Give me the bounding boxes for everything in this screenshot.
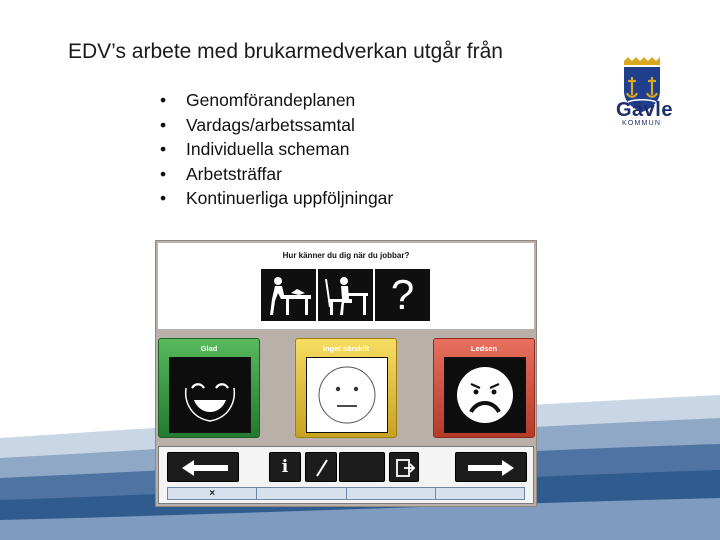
bullet-text: Arbetsträffar: [186, 163, 282, 184]
choice-label: Inget särskilt: [322, 344, 370, 353]
choice-label: Ledsen: [470, 344, 498, 353]
forward-button[interactable]: [455, 452, 527, 482]
bullet-text: Vardags/arbetssamtal: [186, 114, 355, 135]
toolbar-segment[interactable]: [347, 488, 436, 499]
app-toolbar: [158, 446, 534, 504]
choice-glad-button[interactable]: [158, 338, 260, 438]
question-mark-icon: [375, 269, 430, 321]
pen-button[interactable]: [305, 452, 337, 482]
bullet-item: [160, 113, 393, 138]
bullet-icon: •: [160, 139, 167, 159]
arrow-left-icon: [168, 453, 240, 483]
neutral-face-icon: [306, 357, 388, 433]
logo-subtitle: KOMMUN: [622, 120, 662, 127]
slide-title: EDV’s arbete med brukarmedverkan utgår från: [68, 40, 503, 63]
bullet-icon: •: [160, 90, 167, 110]
question-panel: [158, 243, 534, 329]
bullet-icon: •: [160, 163, 167, 184]
bullet-text: Individuella scheman: [186, 139, 350, 159]
mood-app-screenshot: [155, 240, 537, 507]
choice-sad-button[interactable]: [433, 338, 535, 438]
toolbar-segment[interactable]: [257, 488, 346, 499]
choice-neutral-button[interactable]: [295, 338, 397, 438]
bullet-icon: •: [160, 188, 167, 208]
sad-face-icon: [444, 357, 526, 433]
question-mark: ?: [390, 271, 415, 318]
bullet-item: [160, 162, 393, 187]
arrow-right-icon: [456, 453, 528, 483]
exit-button[interactable]: [389, 452, 419, 482]
bullet-icon: •: [160, 114, 167, 135]
bullet-item: [160, 137, 393, 162]
person-at-desk-icon: [318, 269, 373, 321]
question-text: Hur känner du dig när du jobbar?: [282, 251, 410, 260]
toolbar-segment[interactable]: [436, 488, 524, 499]
close-button[interactable]: [168, 488, 257, 499]
toolbar-bottom-bar: [167, 487, 525, 500]
blank-button[interactable]: [339, 452, 385, 482]
logo-name: Gävle: [616, 99, 673, 121]
close-icon: ×: [209, 488, 216, 499]
info-icon: i: [281, 457, 289, 477]
bullet-list: [160, 88, 393, 211]
back-button[interactable]: [167, 452, 239, 482]
exit-icon: [390, 453, 420, 483]
person-at-workbench-icon: [261, 269, 316, 321]
bullet-text: Genomförandeplanen: [186, 90, 356, 110]
bullet-text: Kontinuerliga uppföljningar: [186, 188, 394, 208]
bullet-item: [160, 88, 393, 113]
info-button[interactable]: [269, 452, 301, 482]
choice-label: Glad: [200, 344, 218, 353]
bullet-item: [160, 186, 393, 211]
pen-icon: [306, 453, 338, 483]
happy-face-icon: [169, 357, 251, 433]
